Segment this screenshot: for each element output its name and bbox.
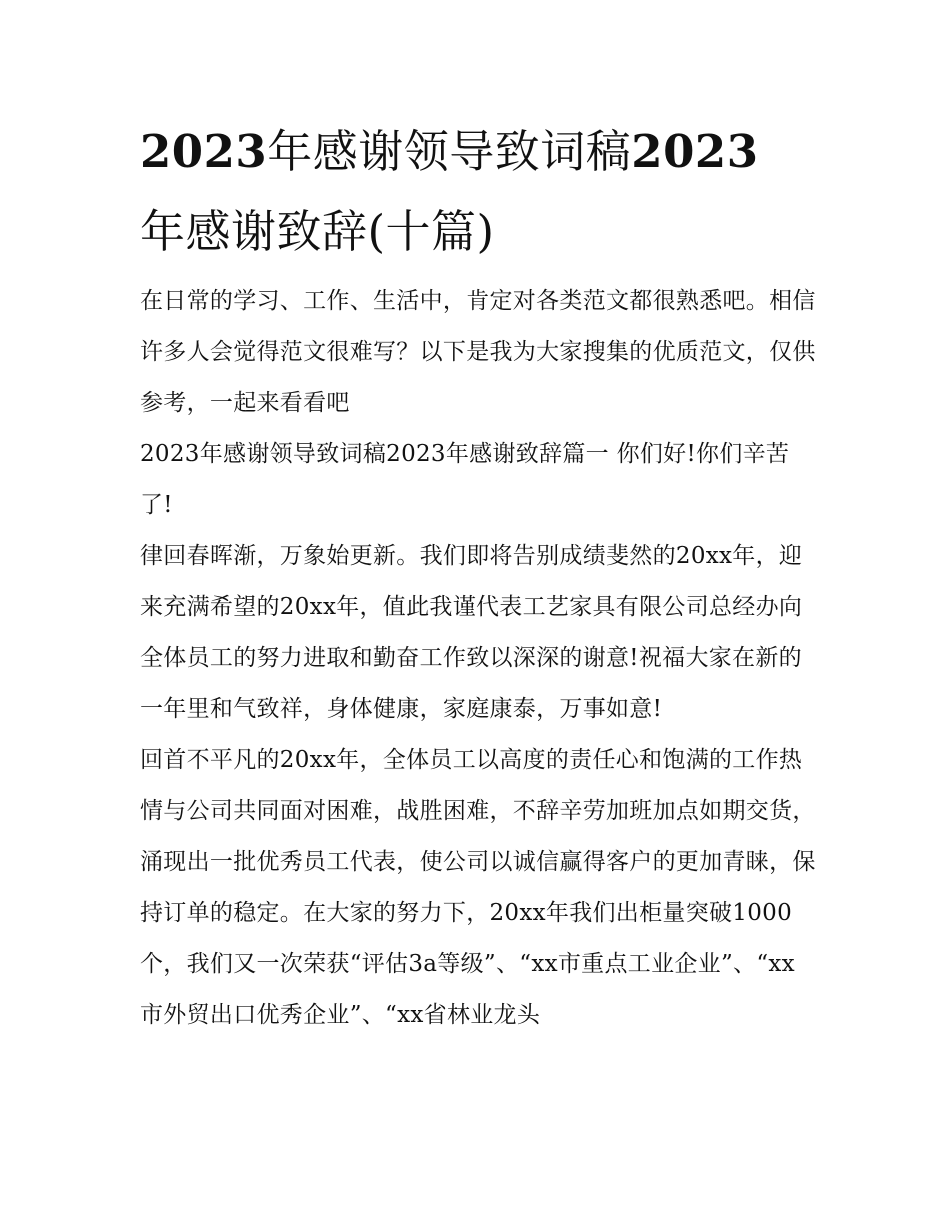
document-title [140,112,820,272]
paragraph-heading-1: 2023年感谢领导致词稿2023年感谢致辞篇一 你们好!你们辛苦了! [140,441,790,518]
document-body [140,276,816,1041]
paragraph-greeting: 律回春晖渐，万象始更新。我们即将告别成绩斐然的20xx年，迎来充满希望的20xx年，值此我谨代表工艺家具有限公司总经办向全体员工的努力进取和勤奋工作致以深深的谢意!祝福大家在新的一年里和气致祥，身体健康，家庭康泰，万事如意! [140,543,803,722]
paragraph-review: 回首不平凡的20xx年，全体员工以高度的责任心和饱满的工作热情与公司共同面对困难，战胜困难，不辞辛劳加班加点如期交货，涌现出一批优秀员工代表，使公司以诚信赢得客户的更加青睐，保持订单的稳定。在大家的努力下，20xx年我们出柜量突破1000个，我们又一次荣获“评估3a等级”、“xx市重点工业企业”、“xx市外贸出口优秀企业”、“xx省林业龙头 [140,747,816,1028]
paragraph-intro: 在日常的学习、工作、生活中，肯定对各类范文都很熟悉吧。相信许多人会觉得范文很难写？以下是我为大家搜集的优质范文，仅供参考，一起来看看吧 [140,288,816,416]
title-year-2: 2023 [631,125,759,178]
title-year-1: 2023 [140,125,268,178]
title-text-2: 年感谢致辞(十篇) [140,205,495,258]
title-text-1: 年感谢领导致词稿 [267,125,632,178]
